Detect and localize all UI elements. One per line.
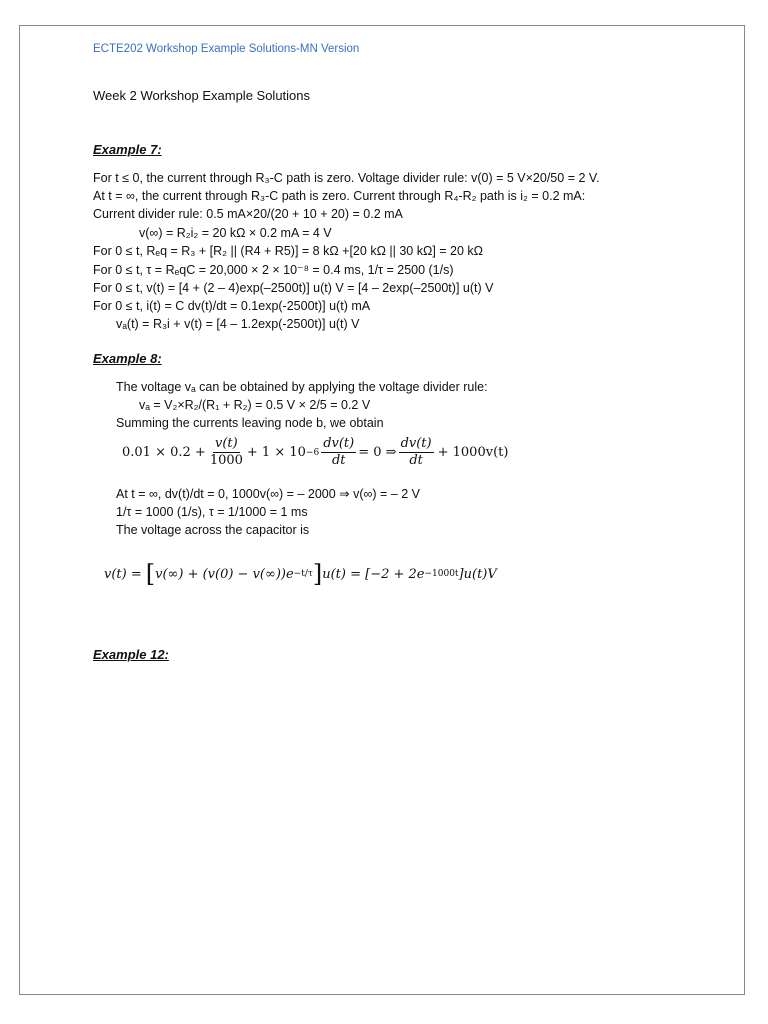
example-8-intro: The voltage vₐ can be obtained by applying the voltage divider rule: [116, 380, 488, 394]
eq-exponent: −6 [305, 447, 320, 458]
example-7-line: For 0 ≤ t, τ = RₑqC = 20,000 × 2 × 10⁻⁸ = 0.4 ms, 1/τ = 2500 (1/s) [93, 263, 454, 277]
frac-num: dv(t) [400, 436, 432, 451]
capacitor-voltage-equation [104, 560, 497, 588]
eq-tail: + 1000v(t) [437, 445, 509, 460]
example-8-post: 1/τ = 1000 (1/s), τ = 1/1000 = 1 ms [116, 505, 308, 519]
example-8-post: At t = ∞, dv(t)/dt = 0, 1000v(∞) = – 2000 ⇒ v(∞) = – 2 V [116, 487, 421, 501]
eq-tail: ]u(t)V [458, 566, 497, 582]
frac-den: dt [409, 453, 423, 468]
eq-exponent: −1000t [424, 569, 459, 579]
frac-den: 1000 [209, 453, 243, 468]
document-header: ECTE202 Workshop Example Solutions-MN Version [93, 43, 360, 55]
example-8-summing: Summing the currents leaving node b, we obtain [116, 416, 384, 430]
example-7-title: Example 7: [93, 142, 162, 157]
example-8-divider: vₐ = V₂×R₂/(R₁ + R₂) = 0.5 V × 2/5 = 0.2 V [139, 398, 371, 412]
example-12-title: Example 12: [93, 647, 169, 662]
example-7-line: Current divider rule: 0.5 mA×20/(20 + 10 + 20) = 0.2 mA [93, 207, 403, 221]
node-equation [122, 436, 508, 469]
frac-num: v(t) [215, 436, 238, 451]
frac-den: dt [331, 453, 346, 468]
eq-mid: u(t) = [−2 + 2e [322, 566, 425, 582]
example-8-post: The voltage across the capacitor is [116, 523, 310, 537]
example-7-line: At t = ∞, the current through R₃-C path is zero. Current through R₄-R₂ path is i₂ = 0.2 mA: [93, 189, 586, 203]
fraction [399, 436, 434, 469]
eq-equals: = 0 ⇒ [358, 445, 397, 460]
eq-lhs: v(t) = [104, 566, 142, 582]
fraction [321, 436, 356, 469]
example-7-line: vₐ(t) = R₃i + v(t) = [4 – 1.2exp(-2500t)] u(t) V [116, 317, 360, 331]
fraction [208, 436, 245, 469]
bracket-right: ] [312, 560, 323, 588]
example-7-line: For 0 ≤ t, i(t) = C dv(t)/dt = 0.1exp(-2500t)] u(t) mA [93, 299, 371, 313]
example-8-title: Example 8: [93, 351, 162, 366]
document-title: Week 2 Workshop Example Solutions [93, 88, 311, 103]
eq-inner: v(∞) + (v(0) − v(∞))e [155, 566, 294, 582]
bracket-left: [ [145, 560, 156, 588]
example-7-line: For 0 ≤ t, v(t) = [4 + (2 – 4)exp(–2500t)] u(t) V = [4 – 2exp(–2500t)] u(t) V [93, 281, 494, 295]
eq-lead: 0.01 × 0.2 + [122, 445, 206, 460]
example-7-line: For t ≤ 0, the current through R₃-C path is zero. Voltage divider rule: v(0) = 5 V×20/50 = 2 V. [93, 171, 600, 185]
frac-num: dv(t) [323, 436, 355, 451]
eq-mid: + 1 × 10 [246, 445, 306, 460]
example-7-line: v(∞) = R₂i₂ = 20 kΩ × 0.2 mA = 4 V [139, 226, 332, 240]
eq-exponent: −t/τ [293, 569, 313, 579]
example-7-line: For 0 ≤ t, Rₑq = R₃ + [R₂ || (R4 + R5)] = 8 kΩ +[20 kΩ || 30 kΩ] = 20 kΩ [93, 244, 484, 258]
